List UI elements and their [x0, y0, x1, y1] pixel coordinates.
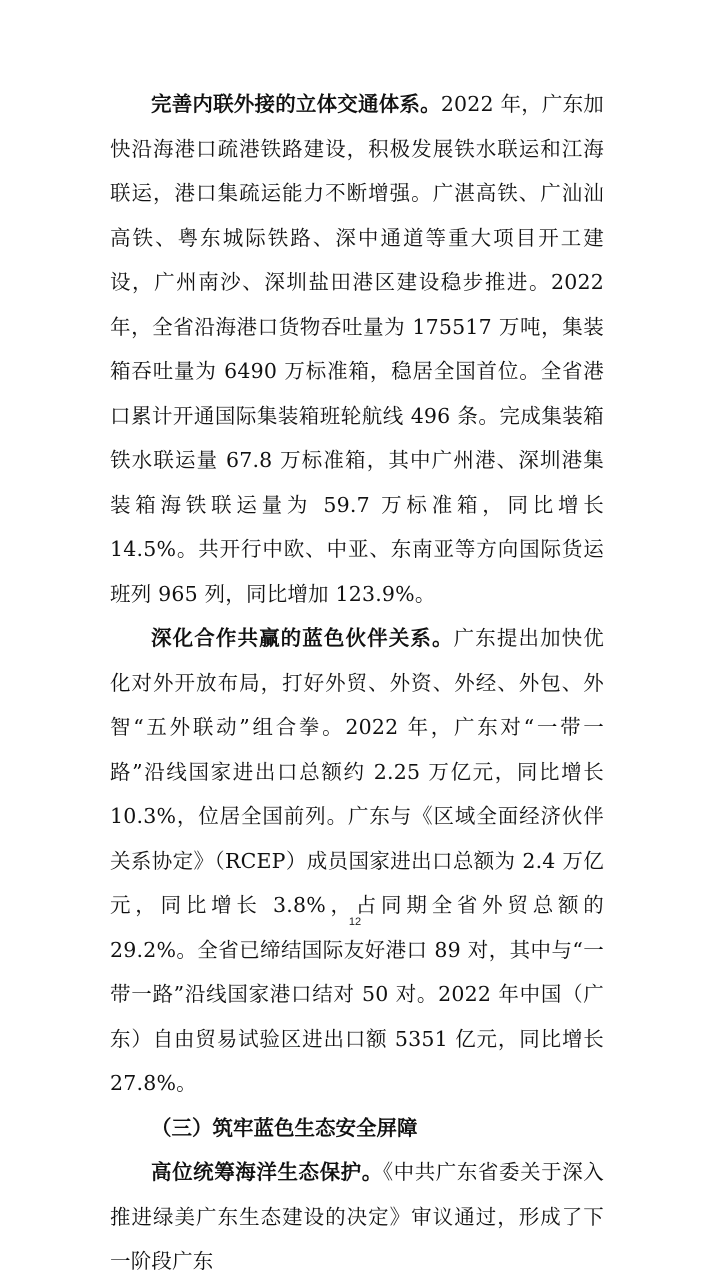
- paragraph-lead-ecology: 高位统筹海洋生态保护。: [151, 1160, 383, 1184]
- paragraph-body-ecology: 《中共广东省委关于深入推进绿美广东生态建设的决定》审议通过，形成了下一阶段广东: [110, 1160, 604, 1273]
- page-content: [110, 82, 604, 1284]
- section-heading: （三）筑牢蓝色生态安全屏障: [151, 1115, 418, 1140]
- page-number: 12: [348, 916, 362, 928]
- paragraph-body-transport: 2022 年，广东加快沿海港口疏港铁路建设，积极发展铁水联运和江海联运，港口集疏运能力不断增强。广湛高铁、广汕汕高铁、粤东城际铁路、深中通道等重大项目开工建设，广州南沙、深圳盐田港区建设稳步推进。2022 年，全省沿海港口货物吞吐量为 175517 万吨，集装箱吞吐量为 6490 万标准箱，稳居全国首位。全省港口累计开通国际集装箱班轮航线 496 条。完成集装箱铁水联运量 67.8 万标准箱，其中广州港、深圳港集装箱海铁联运量为 59.7 万标准箱，同比增长 14.5%。共开行中欧、中亚、东南亚等方向国际货运班列 965 列，同比增加 123.9%。: [110, 92, 604, 606]
- paragraph-ecology: [110, 1150, 604, 1284]
- paragraph-lead-partnership: 深化合作共赢的蓝色伙伴关系。: [151, 626, 454, 650]
- paragraph-body-partnership: 广东提出加快优化对外开放布局，打好外贸、外资、外经、外包、外智“五外联动”组合拳。2022 年，广东对“一带一路”沿线国家进出口总额约 2.25 万亿元，同比增长 10.3%，位居全国前列。广东与《区域全面经济伙伴关系协定》（RCEP）成员国家进出口总额为 2.4 万亿元，同比增长 3.8%，占同期全省外贸总额的 29.2%。全省已缔结国际友好港口 89 对，其中与“一带一路”沿线国家港口结对 50 对。2022 年中国（广东）自由贸易试验区进出口额 5351 亿元，同比增长 27.8%。: [110, 626, 604, 1095]
- paragraph-partnership: [110, 616, 604, 1106]
- paragraph-lead-transport: 完善内联外接的立体交通体系。: [151, 92, 441, 116]
- paragraph-transport: [110, 82, 604, 616]
